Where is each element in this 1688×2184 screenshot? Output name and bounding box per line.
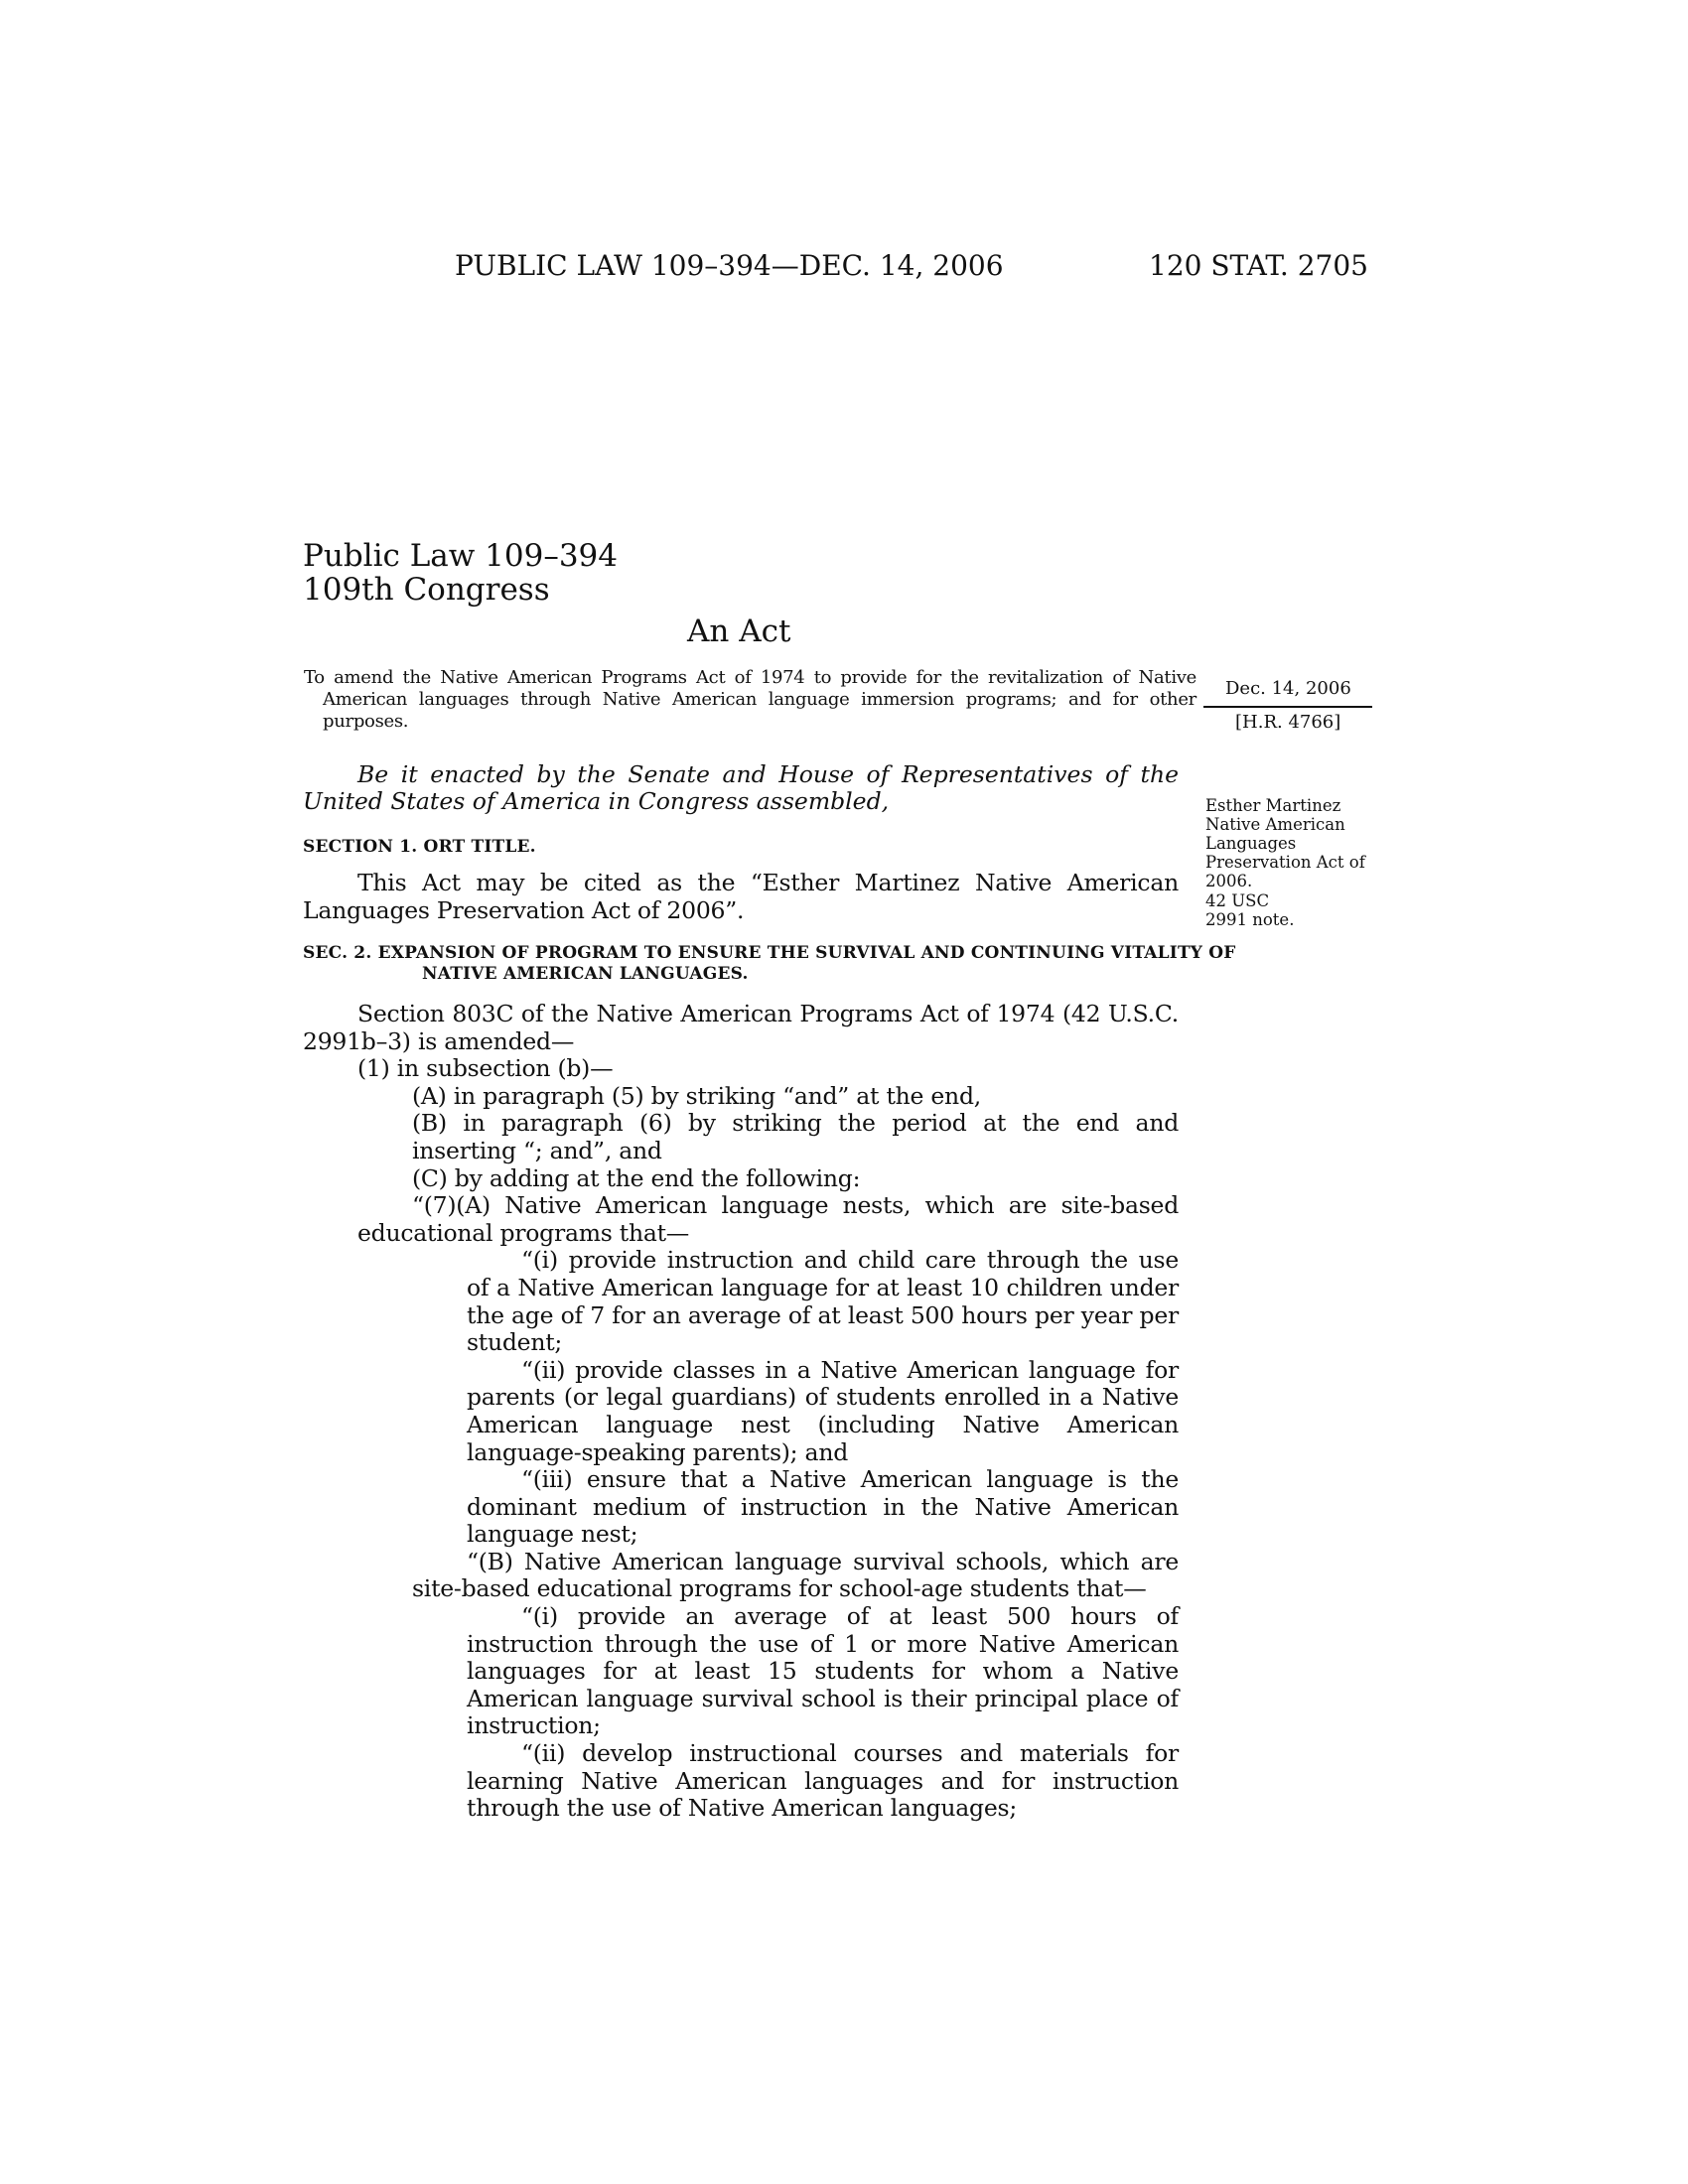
act-purpose: To amend the Native American Programs Act of 1974 to provide for the revitalization of Native American languages through Native American language immersion programs; and for other purposes. — [304, 667, 1196, 732]
subparagraph-C: (C) by adding at the end the following: — [412, 1163, 861, 1192]
section-1-text — [303, 870, 1179, 924]
paragraph-1: (1) in subsection (b)— — [357, 1054, 614, 1083]
margin-bill-number: [H.R. 4766] — [1235, 712, 1341, 733]
paragraph-7A: “(7)(A) Native American language nests, which are site-based educational programs that— — [357, 1191, 1179, 1247]
paragraph-7A-iii: “(iii) ensure that a Native American language is the dominant medium of instruction in the Native American language nest; — [467, 1465, 1179, 1549]
paragraph-7A-i: “(i) provide instruction and child care through the use of a Native American language for at least 10 children under the age of 7 for an average of at least 500 hours per year per student; — [467, 1246, 1179, 1357]
running-header-stat: 120 STAT. 2705 — [1149, 249, 1368, 282]
paragraph-7B: “(B) Native American language survival schools, which are site-based educational programs for school-age students that— — [412, 1547, 1179, 1603]
paragraph-7B-ii: “(ii) develop instructional courses and materials for learning Native American languages and for instruction through the use of Native American languages; — [467, 1739, 1179, 1823]
public-law-number: Public Law 109–394 — [303, 538, 619, 574]
congress-number: 109th Congress — [303, 572, 550, 608]
act-label: An Act — [687, 614, 791, 649]
enacting-clause: Be it enacted by the Senate and House of Representatives of the United States of America in Congress assembled, — [303, 760, 1179, 815]
subparagraph-B — [303, 1110, 1179, 1164]
subparagraph-B-text: (B) in paragraph (6) by striking the period at the end and inserting “; and”, and — [412, 1109, 1179, 1164]
section-2-body — [303, 1001, 1179, 1823]
subparagraph-A: (A) in paragraph (5) by striking “and” at the end, — [412, 1081, 981, 1110]
short-title-text: This Act may be cited as the “Esther Martinez Native American Languages Preservation Act of 2006”. — [303, 869, 1179, 924]
amendment-intro: Section 803C of the Native American Programs Act of 1974 (42 U.S.C. 2991b–3) is amended— — [303, 1000, 1179, 1055]
margin-date-rule — [1203, 706, 1372, 708]
margin-date: Dec. 14, 2006 — [1225, 678, 1351, 699]
section-2-heading: SEC. 2. EXPANSION OF PROGRAM TO ENSURE THE SURVIVAL AND CONTINUING VITALITY OF NATIVE AMERICAN LANGUAGES. — [303, 943, 1236, 984]
paragraph-7A-ii: “(ii) provide classes in a Native American language for parents (or legal guardians) of students enrolled in a Native American language nest (including Native American language-speaking parents); and — [467, 1355, 1179, 1466]
running-header-law-date: PUBLIC LAW 109–394—DEC. 14, 2006 — [455, 249, 1004, 282]
margin-usc-note: 42 USC 2991 note. — [1205, 891, 1295, 929]
paragraph-7B-i: “(i) provide an average of at least 500 hours of instruction through the use of 1 or more Native American languages for at least 15 students for whom a Native American language survival school is their principal place of instruction; — [467, 1602, 1179, 1740]
section-1-heading: SECTION 1. ORT TITLE. — [303, 837, 536, 857]
margin-short-title-note: Esther Martinez Native American Languages Preservation Act of 2006. — [1205, 796, 1365, 890]
